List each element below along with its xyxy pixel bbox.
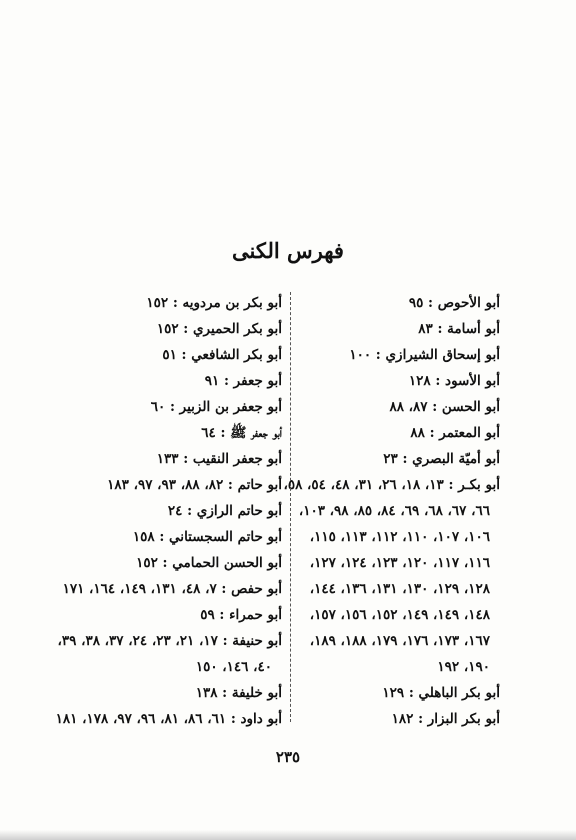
index-entry: ٦٦، ٦٧، ٦٨، ٦٩، ٨٤، ٨٥، ٩٨، ١٠٣، [298, 503, 490, 519]
index-entry: ١٠٦، ١٠٧، ١١٠، ١١٢، ١١٣، ١١٥، [309, 529, 490, 545]
page-title: فهرس الكنى [232, 238, 344, 263]
index-entry: أبو حنيفة : ١٧، ٢١، ٢٣، ٢٤، ٣٧، ٣٨، ٣٩، [57, 633, 282, 649]
index-entry: أبو بكر البزار : ١٨٢ [391, 711, 500, 727]
index-entry: أبو بكر الحميري : ١٥٢ [156, 321, 282, 337]
index-entry: أبو بكر الباهلي : ١٢٩ [382, 685, 500, 701]
index-entry: أبو داود : ٦١، ٨٦، ٨١، ٩٦، ٩٧، ١٧٨، ١٨١ [55, 711, 282, 727]
index-entry: أبو جعفر ﷺ : ٦٤ [201, 425, 282, 441]
index-entry: أبو خليفة : ١٣٨ [195, 685, 282, 701]
index-entry: أبو الأسود : ١٢٨ [408, 373, 500, 389]
index-entry: أبو بكر بن مردويه : ١٥٢ [146, 295, 282, 311]
page-number: ٢٣٥ [275, 748, 301, 766]
index-entry: ١٢٨، ١٢٩، ١٣٠، ١٣١، ١٣٦، ١٤٤، [309, 581, 490, 597]
column-divider [290, 292, 291, 722]
index-entry: ١٩٠، ١٩٢ [437, 659, 490, 675]
index-entry: أبو حمراء : ٥٩ [200, 607, 282, 623]
index-column-left [55, 290, 282, 732]
index-entry: أبو حاتم : ٨٢، ٨٨، ٩٣، ٩٧، ١٨٣ [107, 477, 282, 493]
index-entry: أبو الأحوص : ٩٥ [408, 295, 500, 311]
index-entry: أبو جعفر بن الزبير : ٦٠ [150, 399, 282, 415]
index-column-right [283, 290, 500, 732]
index-entry: أبو بكر الشافعي : ٥١ [162, 347, 282, 363]
index-entry: أبو حاتم الرازي : ٢٤ [167, 503, 282, 519]
index-entry: أبو أسامة : ٨٣ [418, 321, 500, 337]
page-bottom-edge [0, 830, 576, 840]
index-entry: ١٤٨، ١٤٩، ١٤٩، ١٥٢، ١٥٦، ١٥٧، [309, 607, 490, 623]
index-entry: ١١٦، ١١٧، ١٢٠، ١٢٣، ١٢٤، ١٢٧، [309, 555, 490, 571]
index-entry: أبو أميّة البصري : ٢٣ [383, 451, 500, 467]
index-entry: أبو إسحاق الشيرازي : ١٠٠ [349, 347, 500, 363]
index-entry: أبو الحسن الحمامي : ١٥٢ [136, 555, 282, 571]
index-entry: أبو بكـر : ١٣، ١٨، ٢٦، ٣١، ٤٨، ٥٤، ٥٨، [283, 477, 500, 493]
index-entry: أبو المعتمر : ٨٨ [410, 425, 500, 441]
index-entry: أبو جعفر : ٩١ [204, 373, 282, 389]
index-entry: أبو الحسن : ٨٧، ٨٨ [389, 399, 500, 415]
index-entry: ١٦٧، ١٧٣، ١٧٦، ١٧٩، ١٨٨، ١٨٩، [309, 633, 490, 649]
index-entry: أبو حفص : ٧، ٤٨، ١٣١، ١٤٩، ١٦٤، ١٧١ [62, 581, 282, 597]
index-entry: ٤٠، ١٤٦، ١٥٠ [195, 659, 272, 675]
index-entry: أبو حاتم السجستاني : ١٥٨ [132, 529, 282, 545]
index-entry: أبو جعفر النقيب : ١٣٣ [156, 451, 282, 467]
